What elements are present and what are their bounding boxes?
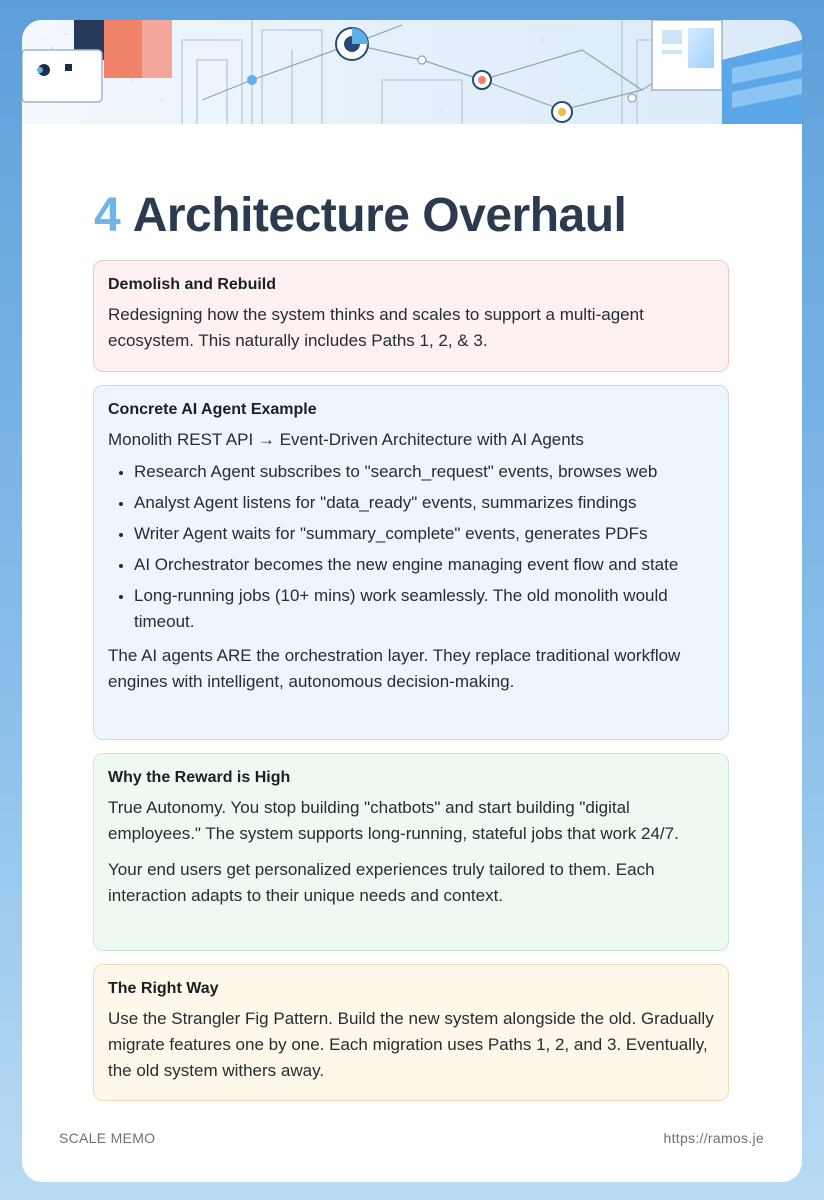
footer-label: SCALE MEMO (59, 1130, 156, 1146)
memo-card (22, 20, 802, 1182)
list-item: • AI Orchestrator becomes the new engine managing event flow and state (134, 552, 714, 578)
list-item: • Research Agent subscribes to "search_request" events, browses web (134, 459, 714, 485)
section-demolish (93, 260, 729, 372)
section-right-way (93, 964, 729, 1101)
section-reward (93, 753, 729, 951)
section-heading: Concrete AI Agent Example (108, 401, 317, 418)
section-paragraph: Your end users get personalized experiences truly tailored to them. Each interaction adapts to their unique needs and context. (108, 860, 655, 905)
section-agent-example (93, 385, 729, 740)
header-illustration (22, 20, 802, 124)
section-closing: The AI agents ARE the orchestration layer. They replace traditional workflow engines with intelligent, autonomous decision-making. (108, 646, 681, 691)
title-text: Architecture Overhaul (132, 189, 627, 242)
section-paragraph: Use the Strangler Fig Pattern. Build the new system alongside the old. Gradually migrate features one by one. Each migration uses Paths 1, 2, and 3. Eventually, the old system withers away. (108, 1009, 714, 1080)
section-number: 4 (94, 189, 121, 242)
section-intro: Monolith REST API → Event-Driven Architecture with AI Agents (108, 430, 584, 449)
section-paragraph: True Autonomy. You stop building "chatbots" and start building "digital employees." The system supports long-running, stateful jobs that work 24/7. (108, 798, 679, 843)
page-title (94, 188, 626, 243)
footer-url: https://ramos.je (663, 1130, 764, 1146)
section-heading: Why the Reward is High (108, 769, 291, 786)
section-heading: The Right Way (108, 980, 219, 997)
list-item: • Writer Agent waits for "summary_complete" events, generates PDFs (134, 521, 714, 547)
list-item: • Analyst Agent listens for "data_ready" events, summarizes findings (134, 490, 714, 516)
section-heading: Demolish and Rebuild (108, 276, 277, 293)
agent-list (108, 459, 714, 635)
list-item: • Long-running jobs (10+ mins) work seamlessly. The old monolith would timeout. (134, 583, 714, 635)
section-paragraph: Redesigning how the system thinks and scales to support a multi-agent ecosystem. This naturally includes Paths 1, 2, & 3. (108, 305, 644, 350)
